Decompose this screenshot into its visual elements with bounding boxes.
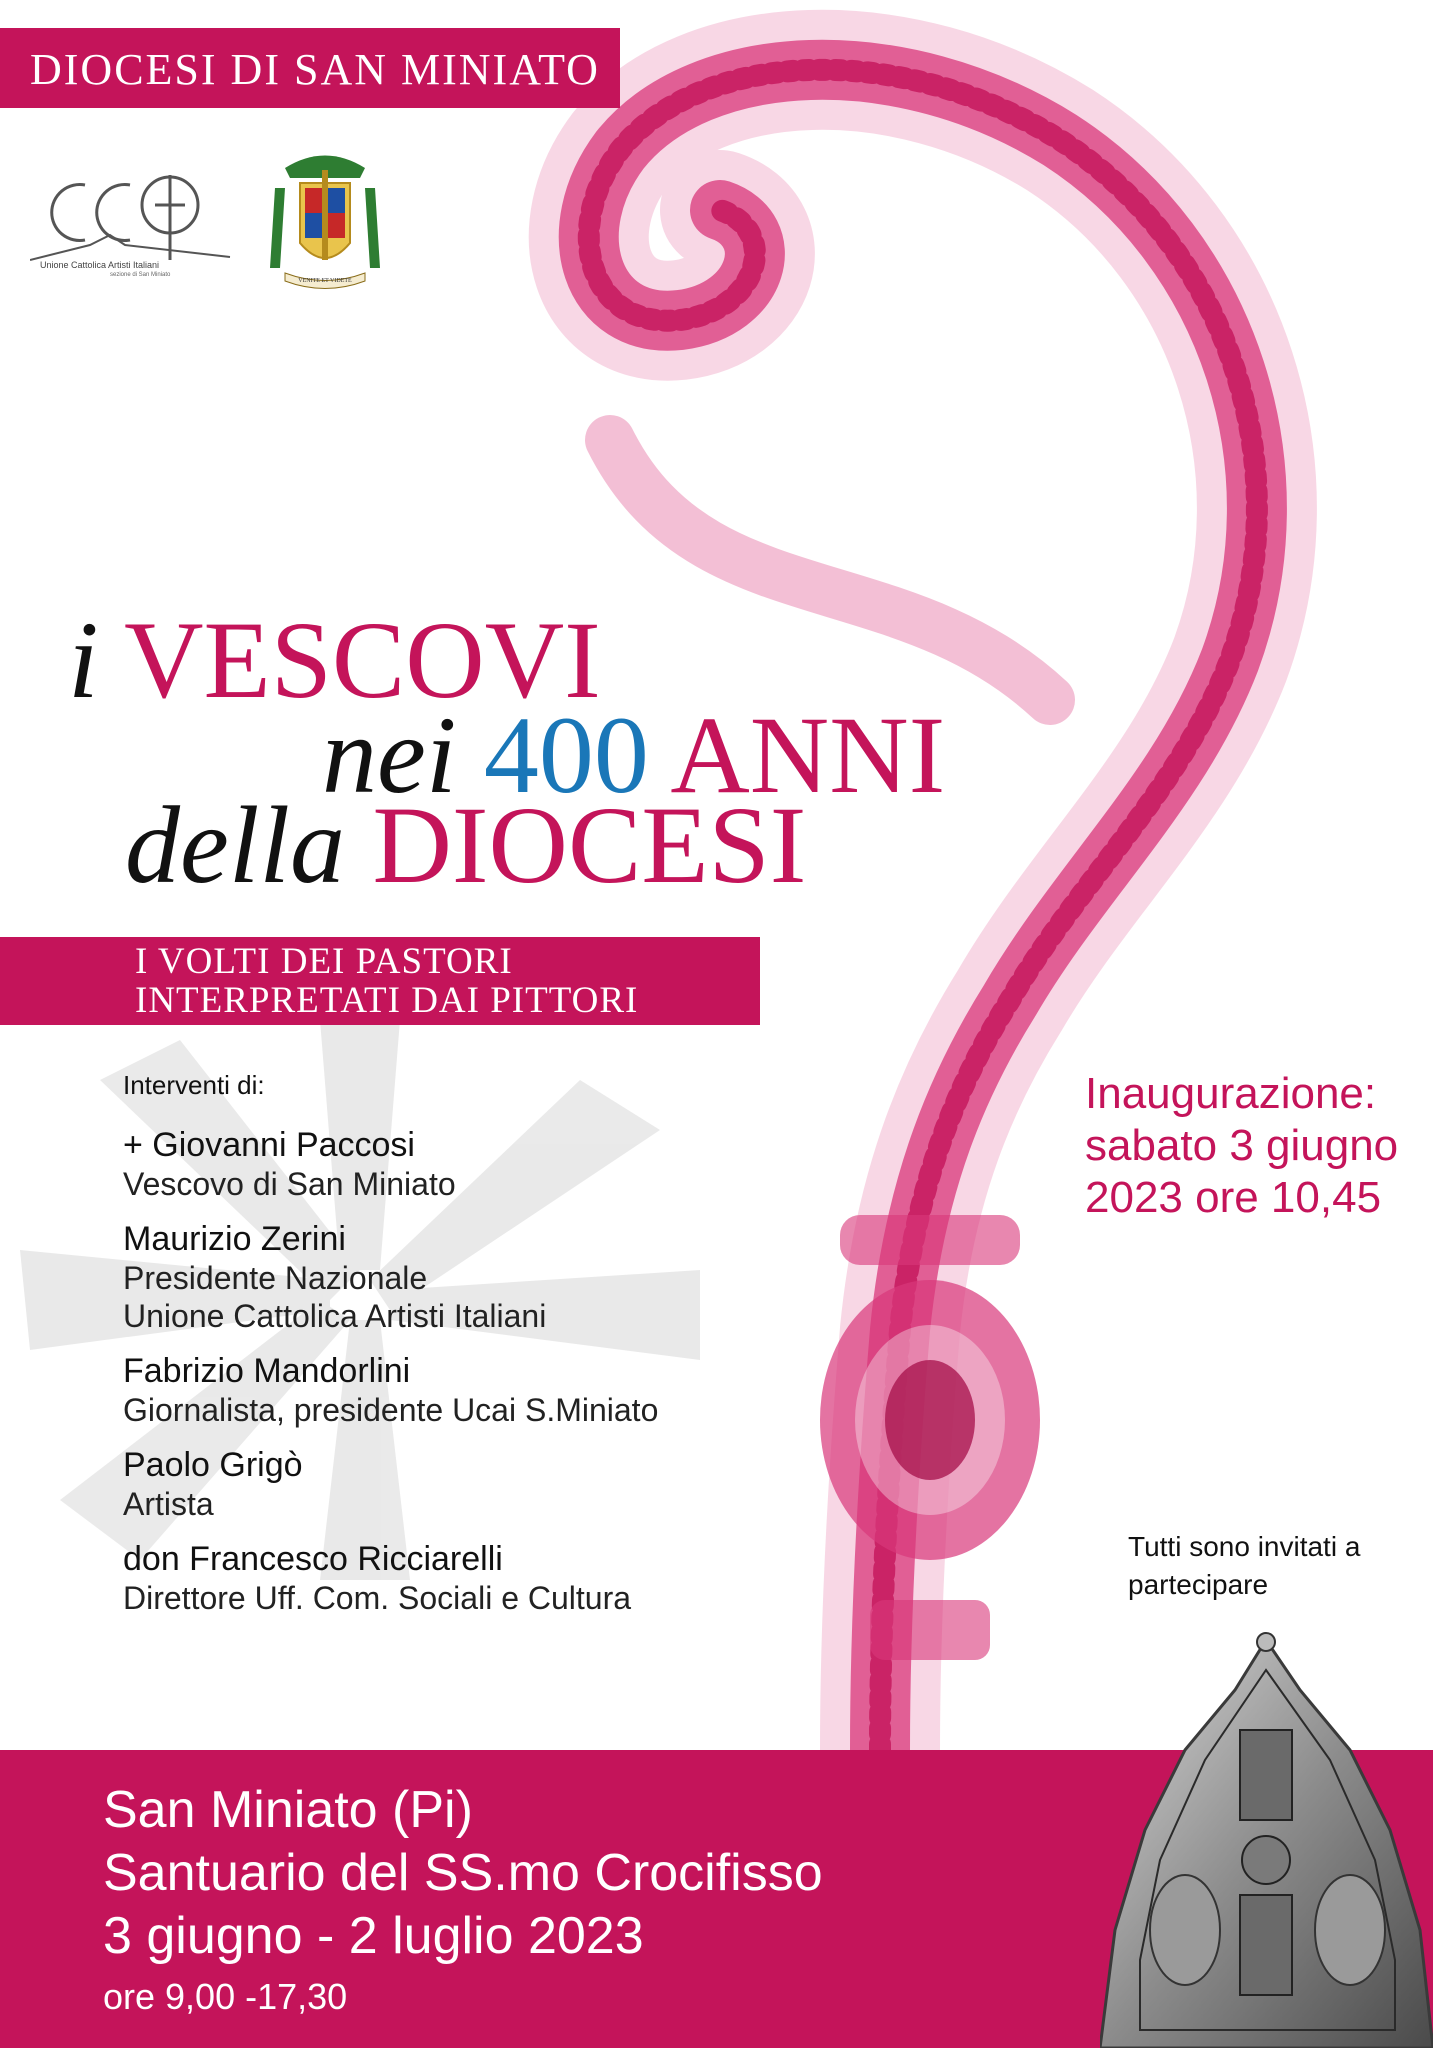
- speaker-item: [123, 1219, 658, 1335]
- invite-note: [1128, 1528, 1360, 1604]
- ucai-logo-mark: [30, 165, 240, 265]
- title-anni: ANNI: [670, 694, 946, 816]
- footer-place: San Miniato (Pi): [103, 1781, 473, 1839]
- speaker-name: + Giovanni Paccosi: [123, 1126, 415, 1164]
- inauguration-time: 2023 ore 10,45: [1085, 1173, 1382, 1222]
- title-diocesi: DIOCESI: [372, 784, 807, 906]
- title-i: i: [68, 599, 99, 721]
- title-line-3: [125, 784, 807, 906]
- speaker-role: Giornalista, presidente Ucai S.Miniato: [123, 1392, 659, 1428]
- speaker-item: [123, 1539, 658, 1617]
- speaker-item: [123, 1351, 658, 1429]
- inauguration-info: [1085, 1068, 1398, 1224]
- speaker-name: Maurizio Zerini: [123, 1220, 346, 1258]
- svg-text:VENITE ET VIDETE: VENITE ET VIDETE: [298, 278, 352, 284]
- speaker-name: Fabrizio Mandorlini: [123, 1352, 411, 1390]
- footer-hours: ore 9,00 -17,30: [103, 1976, 348, 2017]
- speaker-item: [123, 1125, 658, 1203]
- title-400: 400: [483, 694, 649, 816]
- speaker-name: don Francesco Ricciarelli: [123, 1540, 503, 1578]
- speaker-role: Unione Cattolica Artisti Italiani: [123, 1298, 547, 1334]
- ucai-logo: [30, 165, 240, 285]
- footer-dates: 3 giugno - 2 luglio 2023: [103, 1907, 644, 1965]
- speakers-heading: Interventi di:: [123, 1070, 265, 1100]
- reliquary-image: [1100, 1630, 1433, 2048]
- title-della: della: [125, 784, 345, 906]
- subtitle-line-1: I VOLTI DEI PASTORI: [135, 941, 513, 982]
- footer-venue: Santuario del SS.mo Crocifisso: [103, 1844, 823, 1902]
- ucai-subcaption: sezione di San Miniato: [110, 272, 171, 278]
- subtitle-line-2: INTERPRETATI DAI PITTORI: [135, 980, 639, 1021]
- speakers-list: [123, 1070, 658, 1633]
- diocese-title: DIOCESI DI SAN MINIATO: [30, 45, 600, 94]
- inauguration-date: sabato 3 giugno: [1085, 1121, 1399, 1170]
- speaker-role: Presidente Nazionale: [123, 1260, 428, 1296]
- subtitle-band: [0, 937, 760, 1025]
- header-band: [0, 28, 620, 108]
- inauguration-label: Inaugurazione:: [1085, 1069, 1377, 1118]
- title-vescovi: VESCOVI: [124, 599, 601, 721]
- bishop-coat-of-arms-icon: [265, 148, 385, 298]
- speaker-role: Artista: [123, 1486, 214, 1522]
- speaker-role: Direttore Uff. Com. Sociali e Cultura: [123, 1580, 632, 1616]
- title-nei: nei: [322, 694, 457, 816]
- invite-line-1: Tutti sono invitati a: [1128, 1531, 1361, 1562]
- ucai-caption: Unione Cattolica Artisti Italiani: [40, 260, 160, 270]
- speaker-role: Vescovo di San Miniato: [123, 1166, 456, 1202]
- speaker-item: [123, 1445, 658, 1523]
- speaker-name: Paolo Grigò: [123, 1446, 303, 1484]
- invite-line-2: partecipare: [1128, 1569, 1269, 1600]
